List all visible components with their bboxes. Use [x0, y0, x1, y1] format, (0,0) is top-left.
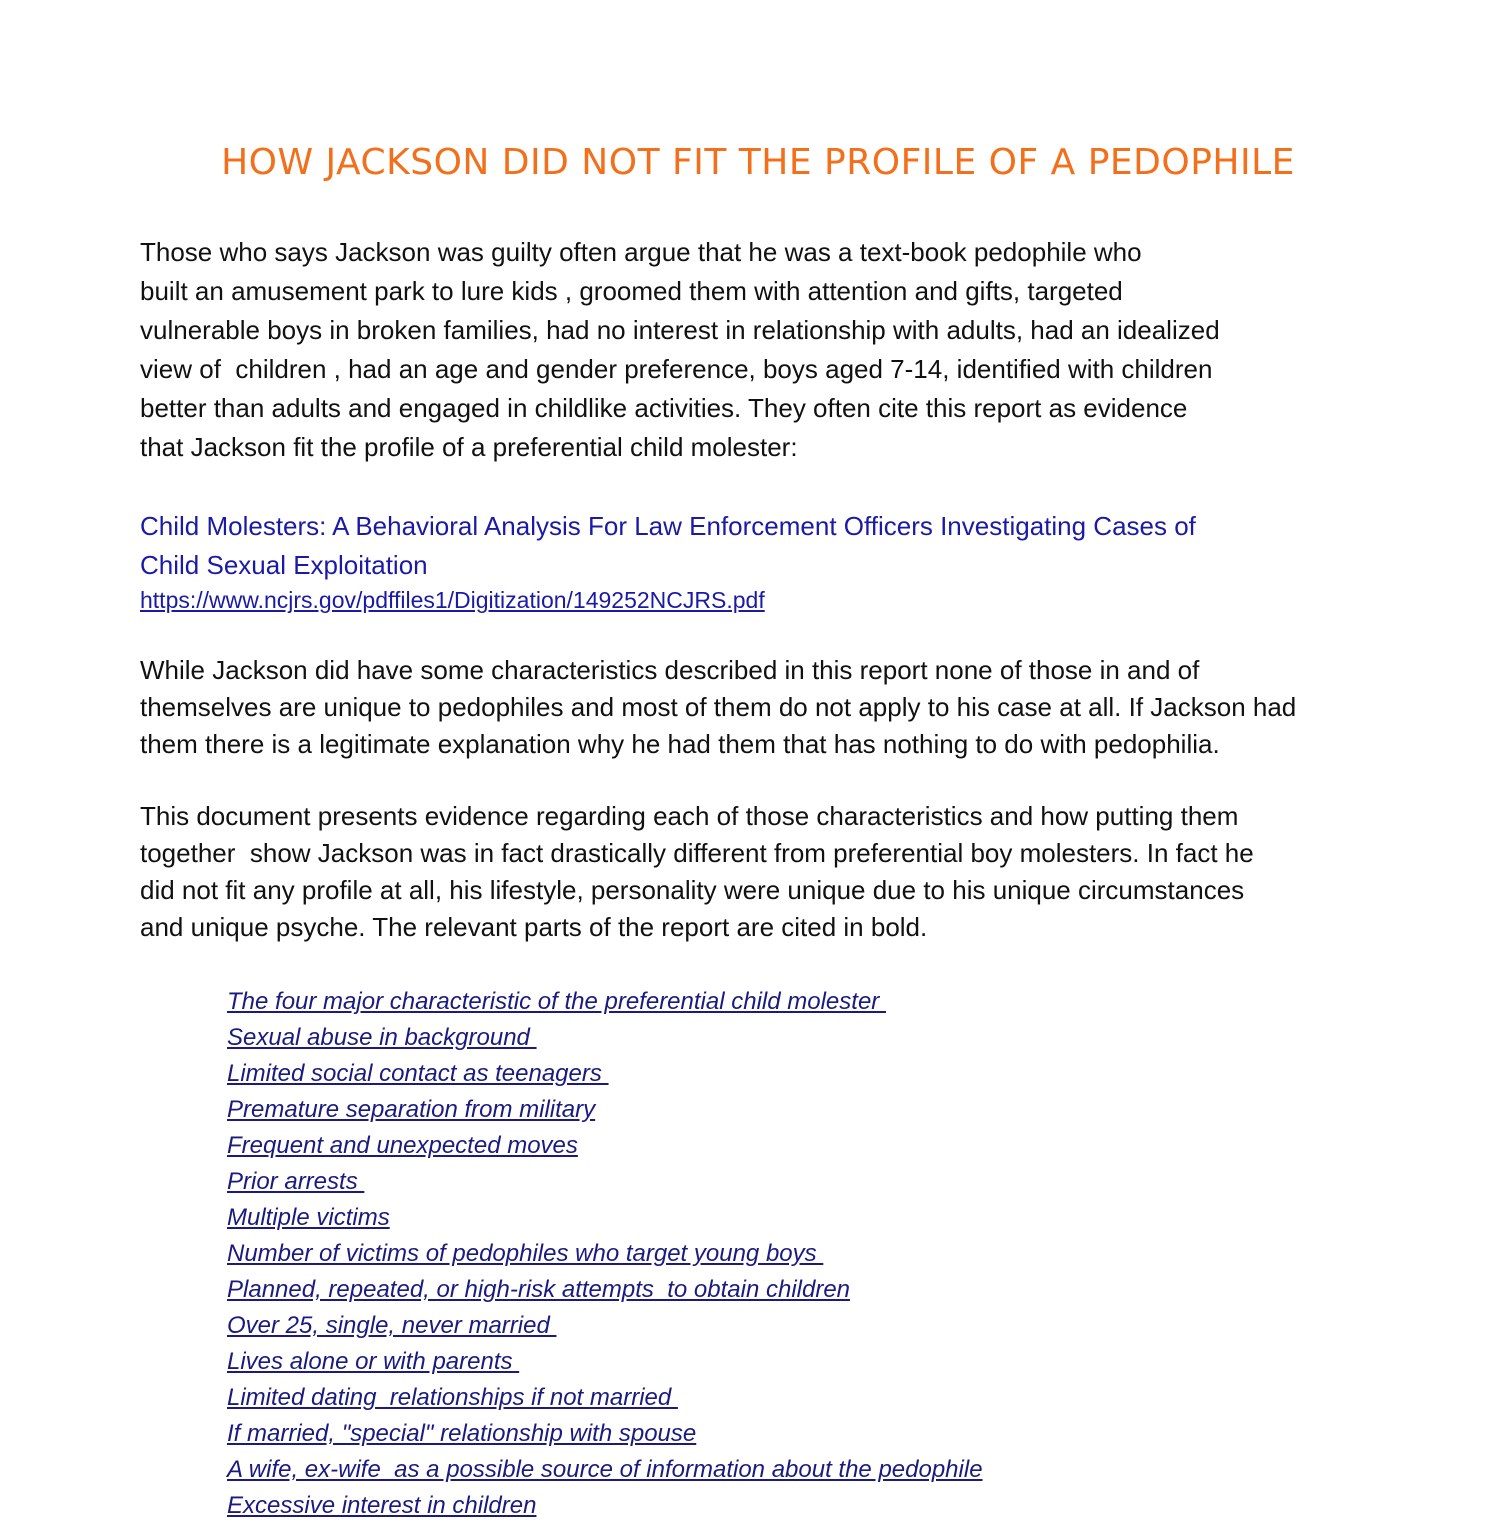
text-line: While Jackson did have some characteristics described in this report none of those in and of	[140, 655, 1200, 685]
reference-title-line[interactable]: Child Molesters: A Behavioral Analysis For Law Enforcement Officers Investigating Cases of	[140, 511, 1196, 541]
toc-link[interactable]: Lives alone or with parents	[227, 1348, 520, 1375]
text-line: that Jackson fit the profile of a preferential child molester:	[140, 432, 798, 462]
text-line: did not fit any profile at all, his lifestyle, personality were unique due to his unique circumstances	[140, 875, 1245, 905]
toc-link[interactable]: Planned, repeated, or high-risk attempts to obtain children	[227, 1276, 851, 1303]
text-line: and unique psyche. The relevant parts of the report are cited in bold.	[140, 912, 928, 942]
reference-title-line[interactable]: Child Sexual Exploitation	[140, 550, 428, 580]
paragraph-2	[140, 652, 1296, 763]
text-line: better than adults and engaged in childlike activities. They often cite this report as evidence	[140, 393, 1188, 423]
text-line: view of children , had an age and gender preference, boys aged 7-14, identified with children	[140, 354, 1213, 384]
toc-link[interactable]: Frequent and unexpected moves	[227, 1132, 578, 1159]
reference-url-link[interactable]: https://www.ncjrs.gov/pdffiles1/Digitization/149252NCJRS.pdf	[140, 587, 765, 613]
text-line: them there is a legitimate explanation why he had them that has nothing to do with pedophilia.	[140, 729, 1220, 759]
text-line: vulnerable boys in broken families, had no interest in relationship with adults, had an idealized	[140, 315, 1220, 345]
toc-link[interactable]: Prior arrests	[227, 1168, 365, 1195]
reference-title[interactable]	[140, 507, 1196, 585]
toc-link[interactable]: Multiple victims	[227, 1204, 390, 1231]
intro-paragraph	[140, 233, 1220, 467]
toc-link[interactable]: Number of victims of pedophiles who target young boys	[227, 1240, 824, 1267]
toc-link[interactable]: Sexual abuse in background	[227, 1024, 537, 1051]
paragraph-3	[140, 798, 1254, 946]
text-line: built an amusement park to lure kids , groomed them with attention and gifts, targeted	[140, 276, 1123, 306]
toc-link[interactable]: A wife, ex-wife as a possible source of information about the pedophile	[227, 1456, 983, 1483]
toc-link[interactable]: If married, "special" relationship with spouse	[227, 1420, 697, 1447]
toc-link[interactable]: Excessive interest in children	[227, 1492, 537, 1519]
text-line: themselves are unique to pedophiles and most of them do not apply to his case at all. If Jackson had	[140, 692, 1297, 722]
text-line: together show Jackson was in fact drastically different from preferential boy molesters. In fact he	[140, 838, 1254, 868]
toc-link[interactable]: Limited dating relationships if not married	[227, 1384, 678, 1411]
toc-link[interactable]: Over 25, single, never married	[227, 1312, 557, 1339]
text-line: This document presents evidence regarding each of those characteristics and how putting them	[140, 801, 1239, 831]
table-of-contents	[227, 984, 983, 1524]
document-title: HOW JACKSON DID NOT FIT THE PROFILE OF A PEDOPHILE	[221, 142, 1295, 183]
toc-link[interactable]: Premature separation from military	[227, 1096, 596, 1123]
toc-link[interactable]: Limited social contact as teenagers	[227, 1060, 609, 1087]
text-line: Those who says Jackson was guilty often argue that he was a text-book pedophile who	[140, 237, 1142, 267]
toc-link[interactable]: The four major characteristic of the preferential child molester	[227, 988, 886, 1015]
